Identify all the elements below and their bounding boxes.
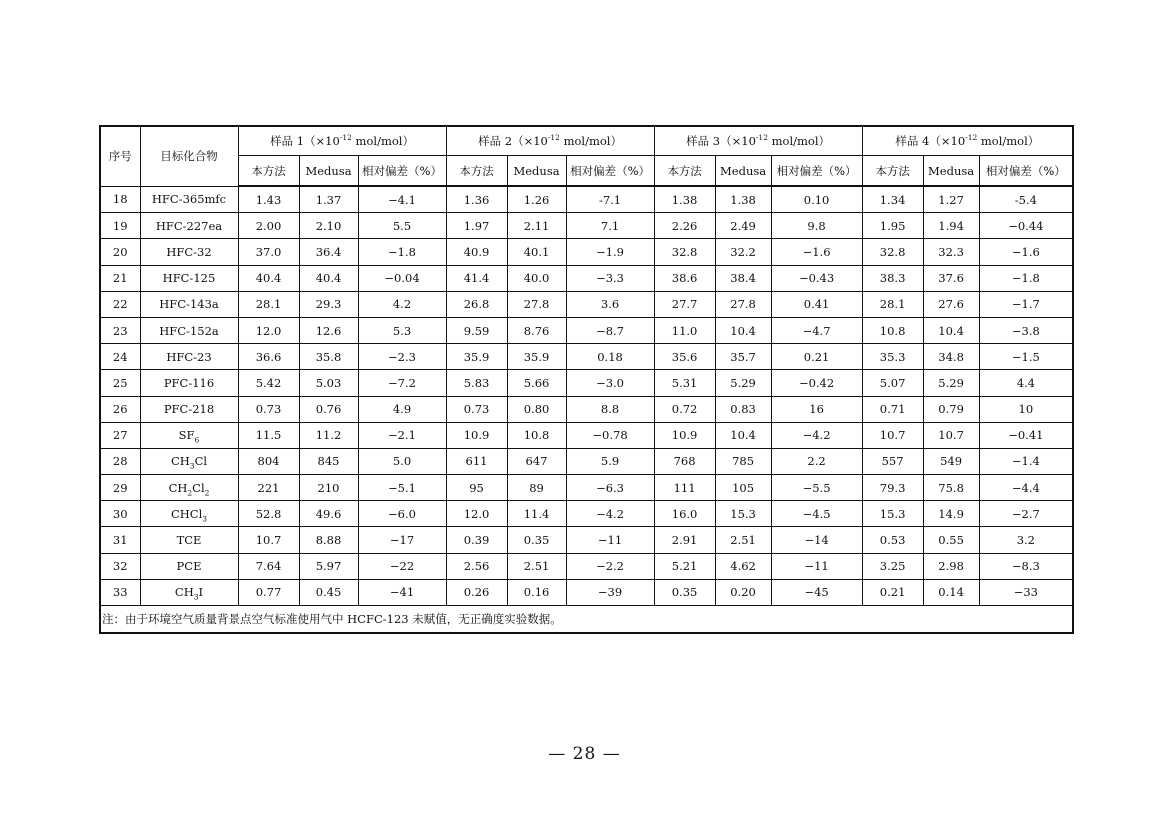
value-cell: 8.76 — [507, 317, 566, 343]
value-cell: 0.73 — [238, 396, 299, 422]
compound-name: HFC-365mfc — [140, 186, 238, 213]
value-cell: 549 — [923, 448, 979, 474]
value-cell: 40.1 — [507, 239, 566, 265]
compound-name: $SF_6$ — [140, 422, 238, 448]
value-cell: 785 — [715, 448, 771, 474]
value-cell: 15.3 — [862, 501, 923, 527]
value-cell: 11.4 — [507, 501, 566, 527]
subheader-relative-deviation: 相对偏差（%） — [771, 156, 862, 187]
value-cell: 4.9 — [358, 396, 446, 422]
value-cell: 37.6 — [923, 265, 979, 291]
col-header-index: 序号 — [100, 126, 140, 186]
compound-name: $CH_2Cl_2$ — [140, 475, 238, 501]
value-cell: 0.16 — [507, 579, 566, 605]
row-index: 33 — [100, 579, 140, 605]
table-row — [100, 370, 1073, 396]
value-cell: 0.55 — [923, 527, 979, 553]
value-cell: 3.2 — [979, 527, 1073, 553]
value-cell: 11.2 — [299, 422, 358, 448]
value-cell: 9.8 — [771, 213, 862, 239]
value-cell: 0.53 — [862, 527, 923, 553]
value-cell: 2.98 — [923, 553, 979, 579]
value-cell: 5.83 — [446, 370, 507, 396]
subheader-method: 本方法 — [446, 156, 507, 187]
value-cell: 5.07 — [862, 370, 923, 396]
value-cell: 35.9 — [446, 344, 507, 370]
row-index: 31 — [100, 527, 140, 553]
value-cell: −4.2 — [566, 501, 654, 527]
value-cell: 11.0 — [654, 317, 715, 343]
value-cell: 1.34 — [862, 186, 923, 213]
compound-name: TCE — [140, 527, 238, 553]
table-row — [100, 265, 1073, 291]
row-index: 22 — [100, 291, 140, 317]
row-index: 19 — [100, 213, 140, 239]
value-cell: 10.4 — [923, 317, 979, 343]
compound-name: HFC-143a — [140, 291, 238, 317]
value-cell: −0.41 — [979, 422, 1073, 448]
value-cell: 35.6 — [654, 344, 715, 370]
value-cell: 10.7 — [238, 527, 299, 553]
value-cell: 12.6 — [299, 317, 358, 343]
value-cell: 2.11 — [507, 213, 566, 239]
value-cell: −4.5 — [771, 501, 862, 527]
row-index: 24 — [100, 344, 140, 370]
compound-name: $CH_3I$ — [140, 579, 238, 605]
value-cell: 37.0 — [238, 239, 299, 265]
value-cell: −45 — [771, 579, 862, 605]
value-cell: −14 — [771, 527, 862, 553]
note-row — [100, 606, 1073, 634]
table-row — [100, 239, 1073, 265]
subheader-medusa: Medusa — [299, 156, 358, 187]
table-row — [100, 396, 1073, 422]
value-cell: −4.4 — [979, 475, 1073, 501]
value-cell: 0.45 — [299, 579, 358, 605]
table-row — [100, 213, 1073, 239]
value-cell: 7.64 — [238, 553, 299, 579]
table-row — [100, 344, 1073, 370]
value-cell: 11.5 — [238, 422, 299, 448]
value-cell: −6.3 — [566, 475, 654, 501]
value-cell: 38.3 — [862, 265, 923, 291]
page-number: — 28 — — [548, 744, 621, 764]
value-cell: 12.0 — [446, 501, 507, 527]
value-cell: 40.9 — [446, 239, 507, 265]
value-cell: −11 — [771, 553, 862, 579]
value-cell: 1.38 — [715, 186, 771, 213]
value-cell: 36.4 — [299, 239, 358, 265]
value-cell: −2.2 — [566, 553, 654, 579]
value-cell: 40.0 — [507, 265, 566, 291]
row-index: 28 — [100, 448, 140, 474]
value-cell: 28.1 — [862, 291, 923, 317]
value-cell: 27.7 — [654, 291, 715, 317]
subheader-method: 本方法 — [238, 156, 299, 187]
compound-name: PFC-116 — [140, 370, 238, 396]
value-cell: 0.20 — [715, 579, 771, 605]
value-cell: 2.91 — [654, 527, 715, 553]
value-cell: 27.8 — [507, 291, 566, 317]
row-index: 26 — [100, 396, 140, 422]
compound-name: HFC-125 — [140, 265, 238, 291]
table-row — [100, 448, 1073, 474]
row-index: 18 — [100, 186, 140, 213]
value-cell: −1.5 — [979, 344, 1073, 370]
value-cell: 35.7 — [715, 344, 771, 370]
value-cell: 3.6 — [566, 291, 654, 317]
value-cell: 0.77 — [238, 579, 299, 605]
value-cell: −3.0 — [566, 370, 654, 396]
value-cell: 2.56 — [446, 553, 507, 579]
value-cell: 5.42 — [238, 370, 299, 396]
value-cell: 105 — [715, 475, 771, 501]
row-index: 21 — [100, 265, 140, 291]
compound-name: $CH_3Cl$ — [140, 448, 238, 474]
value-cell: −1.9 — [566, 239, 654, 265]
compound-name: PFC-218 — [140, 396, 238, 422]
value-cell: 95 — [446, 475, 507, 501]
row-index: 32 — [100, 553, 140, 579]
value-cell: 36.6 — [238, 344, 299, 370]
value-cell: −11 — [566, 527, 654, 553]
table-row — [100, 475, 1073, 501]
value-cell: 1.38 — [654, 186, 715, 213]
compound-name: PCE — [140, 553, 238, 579]
value-cell: 26.8 — [446, 291, 507, 317]
value-cell: 5.3 — [358, 317, 446, 343]
value-cell: 2.51 — [715, 527, 771, 553]
value-cell: 0.41 — [771, 291, 862, 317]
value-cell: 0.35 — [654, 579, 715, 605]
value-cell: −5.5 — [771, 475, 862, 501]
value-cell: 0.80 — [507, 396, 566, 422]
value-cell: 111 — [654, 475, 715, 501]
value-cell: 35.9 — [507, 344, 566, 370]
value-cell: 7.1 — [566, 213, 654, 239]
value-cell: −4.7 — [771, 317, 862, 343]
value-cell: 5.9 — [566, 448, 654, 474]
value-cell: 10.7 — [862, 422, 923, 448]
value-cell: 52.8 — [238, 501, 299, 527]
value-cell: 0.72 — [654, 396, 715, 422]
subheader-relative-deviation: 相对偏差（%） — [358, 156, 446, 187]
value-cell: 0.79 — [923, 396, 979, 422]
value-cell: 210 — [299, 475, 358, 501]
value-cell: −1.4 — [979, 448, 1073, 474]
value-cell: 2.00 — [238, 213, 299, 239]
value-cell: 38.6 — [654, 265, 715, 291]
value-cell: 4.62 — [715, 553, 771, 579]
value-cell: 35.8 — [299, 344, 358, 370]
value-cell: 32.8 — [862, 239, 923, 265]
value-cell: 4.2 — [358, 291, 446, 317]
value-cell: 1.43 — [238, 186, 299, 213]
subheader-relative-deviation: 相对偏差（%） — [979, 156, 1073, 187]
compound-name: HFC-32 — [140, 239, 238, 265]
value-cell: 804 — [238, 448, 299, 474]
sample-group-header: 样品 $1(\times 10^{-12}$ mol/mol） — [238, 126, 446, 156]
value-cell: 16 — [771, 396, 862, 422]
subheader-method: 本方法 — [862, 156, 923, 187]
compound-name: HFC-23 — [140, 344, 238, 370]
value-cell: 1.27 — [923, 186, 979, 213]
value-cell: 10.9 — [446, 422, 507, 448]
subheader-medusa: Medusa — [715, 156, 771, 187]
value-cell: 845 — [299, 448, 358, 474]
value-cell: 1.97 — [446, 213, 507, 239]
value-cell: 0.39 — [446, 527, 507, 553]
subheader-medusa: Medusa — [923, 156, 979, 187]
value-cell: −1.6 — [979, 239, 1073, 265]
value-cell: 5.66 — [507, 370, 566, 396]
sample-group-header: 样品 $4(\times 10^{-12}$ mol/mol） — [862, 126, 1073, 156]
value-cell: −5.1 — [358, 475, 446, 501]
value-cell: 10.8 — [507, 422, 566, 448]
value-cell: 611 — [446, 448, 507, 474]
value-cell: 32.8 — [654, 239, 715, 265]
value-cell: 5.31 — [654, 370, 715, 396]
value-cell: 647 — [507, 448, 566, 474]
compound-name: CHCl$_3$ — [140, 501, 238, 527]
value-cell: -5.4 — [979, 186, 1073, 213]
value-cell: 2.2 — [771, 448, 862, 474]
value-cell: −1.8 — [979, 265, 1073, 291]
value-cell: 89 — [507, 475, 566, 501]
value-cell: 27.6 — [923, 291, 979, 317]
row-index: 20 — [100, 239, 140, 265]
value-cell: 32.2 — [715, 239, 771, 265]
value-cell: 40.4 — [299, 265, 358, 291]
value-cell: 49.6 — [299, 501, 358, 527]
row-index: 23 — [100, 317, 140, 343]
sample-group-header: 样品 $2(\times 10^{-12}$ mol/mol） — [446, 126, 654, 156]
table-subheader-row — [100, 156, 1073, 187]
value-cell: 35.3 — [862, 344, 923, 370]
value-cell: −33 — [979, 579, 1073, 605]
value-cell: −2.1 — [358, 422, 446, 448]
value-cell: −4.2 — [771, 422, 862, 448]
value-cell: 557 — [862, 448, 923, 474]
value-cell: −1.8 — [358, 239, 446, 265]
value-cell: −4.1 — [358, 186, 446, 213]
value-cell: 10.4 — [715, 317, 771, 343]
value-cell: −41 — [358, 579, 446, 605]
value-cell: 10.7 — [923, 422, 979, 448]
table-header-row — [100, 126, 1073, 156]
value-cell: 2.51 — [507, 553, 566, 579]
row-index: 29 — [100, 475, 140, 501]
value-cell: 9.59 — [446, 317, 507, 343]
value-cell: 0.76 — [299, 396, 358, 422]
value-cell: 1.26 — [507, 186, 566, 213]
value-cell: 29.3 — [299, 291, 358, 317]
value-cell: −17 — [358, 527, 446, 553]
value-cell: 5.03 — [299, 370, 358, 396]
value-cell: −2.3 — [358, 344, 446, 370]
table-note: 注：由于环境空气质量背景点空气标准使用气中 HCFC-123 未赋值，无正确度实验数据。 — [100, 606, 1073, 634]
value-cell: 1.36 — [446, 186, 507, 213]
value-cell: 0.21 — [771, 344, 862, 370]
value-cell: 40.4 — [238, 265, 299, 291]
value-cell: 41.4 — [446, 265, 507, 291]
table-row — [100, 527, 1073, 553]
value-cell: -7.1 — [566, 186, 654, 213]
subheader-relative-deviation: 相对偏差（%） — [566, 156, 654, 187]
value-cell: 0.14 — [923, 579, 979, 605]
value-cell: 221 — [238, 475, 299, 501]
row-index: 30 — [100, 501, 140, 527]
value-cell: 2.10 — [299, 213, 358, 239]
value-cell: 1.37 — [299, 186, 358, 213]
value-cell: 0.21 — [862, 579, 923, 605]
value-cell: 28.1 — [238, 291, 299, 317]
value-cell: 0.71 — [862, 396, 923, 422]
value-cell: 27.8 — [715, 291, 771, 317]
table-row — [100, 501, 1073, 527]
value-cell: 75.8 — [923, 475, 979, 501]
value-cell: 32.3 — [923, 239, 979, 265]
value-cell: 10 — [979, 396, 1073, 422]
subheader-method: 本方法 — [654, 156, 715, 187]
value-cell: 0.73 — [446, 396, 507, 422]
value-cell: 4.4 — [979, 370, 1073, 396]
value-cell: 10.9 — [654, 422, 715, 448]
value-cell: 0.18 — [566, 344, 654, 370]
value-cell: −6.0 — [358, 501, 446, 527]
value-cell: 38.4 — [715, 265, 771, 291]
value-cell: 768 — [654, 448, 715, 474]
value-cell: −8.7 — [566, 317, 654, 343]
table-row — [100, 186, 1073, 213]
table-row — [100, 422, 1073, 448]
table-row — [100, 579, 1073, 605]
table-row — [100, 291, 1073, 317]
row-index: 25 — [100, 370, 140, 396]
value-cell: 2.49 — [715, 213, 771, 239]
value-cell: 15.3 — [715, 501, 771, 527]
value-cell: −7.2 — [358, 370, 446, 396]
value-cell: −2.7 — [979, 501, 1073, 527]
value-cell: 0.26 — [446, 579, 507, 605]
compound-name: HFC-227ea — [140, 213, 238, 239]
col-header-compound: 目标化合物 — [140, 126, 238, 186]
value-cell: 34.8 — [923, 344, 979, 370]
value-cell: 1.95 — [862, 213, 923, 239]
value-cell: 14.9 — [923, 501, 979, 527]
subheader-medusa: Medusa — [507, 156, 566, 187]
value-cell: −1.6 — [771, 239, 862, 265]
value-cell: −1.7 — [979, 291, 1073, 317]
value-cell: 10.8 — [862, 317, 923, 343]
value-cell: −0.43 — [771, 265, 862, 291]
value-cell: 8.88 — [299, 527, 358, 553]
value-cell: 0.10 — [771, 186, 862, 213]
value-cell: −3.8 — [979, 317, 1073, 343]
value-cell: −0.04 — [358, 265, 446, 291]
value-cell: −3.3 — [566, 265, 654, 291]
value-cell: 2.26 — [654, 213, 715, 239]
value-cell: 16.0 — [654, 501, 715, 527]
table-row — [100, 553, 1073, 579]
value-cell: 10.4 — [715, 422, 771, 448]
value-cell: −0.78 — [566, 422, 654, 448]
value-cell: 1.94 — [923, 213, 979, 239]
value-cell: 5.0 — [358, 448, 446, 474]
compound-name: HFC-152a — [140, 317, 238, 343]
value-cell: −0.44 — [979, 213, 1073, 239]
value-cell: −0.42 — [771, 370, 862, 396]
value-cell: −39 — [566, 579, 654, 605]
value-cell: −8.3 — [979, 553, 1073, 579]
value-cell: 5.5 — [358, 213, 446, 239]
value-cell: 5.29 — [923, 370, 979, 396]
value-cell: 0.83 — [715, 396, 771, 422]
table-body — [100, 186, 1073, 633]
row-index: 27 — [100, 422, 140, 448]
data-table — [99, 125, 1074, 634]
value-cell: 3.25 — [862, 553, 923, 579]
sample-group-header: 样品 $3(\times 10^{-12}$ mol/mol） — [654, 126, 862, 156]
value-cell: 12.0 — [238, 317, 299, 343]
value-cell: 0.35 — [507, 527, 566, 553]
value-cell: 5.97 — [299, 553, 358, 579]
table-row — [100, 317, 1073, 343]
value-cell: 8.8 — [566, 396, 654, 422]
value-cell: 5.29 — [715, 370, 771, 396]
value-cell: 5.21 — [654, 553, 715, 579]
value-cell: −22 — [358, 553, 446, 579]
value-cell: 79.3 — [862, 475, 923, 501]
